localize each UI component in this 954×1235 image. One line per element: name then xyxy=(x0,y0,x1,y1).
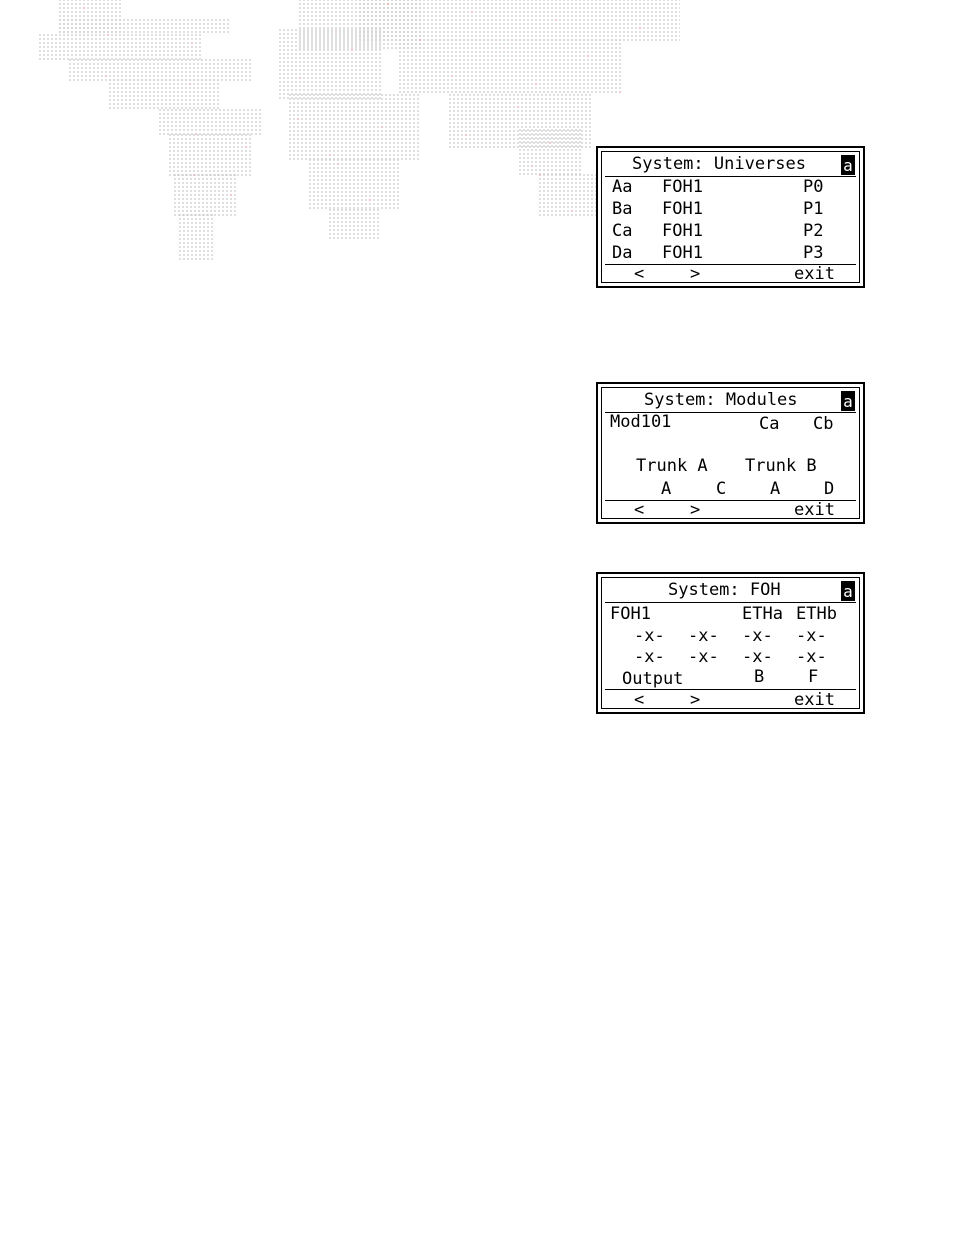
next-button[interactable]: > xyxy=(690,690,701,710)
universe-id: Ba xyxy=(612,199,633,219)
screen-title: System: Universes xyxy=(632,154,806,174)
trunk-a-label: Trunk A xyxy=(636,456,708,476)
universe-id: Aa xyxy=(612,177,633,197)
link-status: -x- xyxy=(796,626,827,646)
foh-screen xyxy=(596,572,865,714)
universe-id: Da xyxy=(612,243,633,263)
card-a-label: Ca xyxy=(759,414,780,434)
universe-id: Ca xyxy=(612,221,633,241)
exit-button[interactable]: exit xyxy=(794,500,835,520)
universe-port: P1 xyxy=(803,199,824,219)
universe-source: FOH1 xyxy=(662,177,703,197)
exit-button[interactable]: exit xyxy=(794,690,835,710)
world-map-dots-icon xyxy=(0,0,680,270)
output-eth-b: F xyxy=(808,667,819,687)
output-eth-a: B xyxy=(754,667,765,687)
universe-source: FOH1 xyxy=(662,221,703,241)
universe-source: FOH1 xyxy=(662,199,703,219)
trunk-port: D xyxy=(824,479,835,499)
link-status: -x- xyxy=(688,626,719,646)
eth-a-label: ETHa xyxy=(742,604,783,624)
mode-badge: a xyxy=(841,155,855,175)
link-status: -x- xyxy=(796,647,827,667)
screen-title: System: FOH xyxy=(668,580,781,600)
card-b-label: Cb xyxy=(813,414,834,434)
modules-screen xyxy=(596,382,865,524)
next-button[interactable]: > xyxy=(690,500,701,520)
trunk-port: A xyxy=(661,479,672,499)
prev-button[interactable]: < xyxy=(634,264,645,284)
link-status: -x- xyxy=(742,626,773,646)
link-status: -x- xyxy=(634,626,665,646)
trunk-port: C xyxy=(716,479,727,499)
title-divider xyxy=(605,602,856,603)
prev-button[interactable]: < xyxy=(634,500,645,520)
universe-port: P2 xyxy=(803,221,824,241)
foh-name: FOH1 xyxy=(610,604,651,624)
link-status: -x- xyxy=(742,647,773,667)
screen-title: System: Modules xyxy=(644,390,798,410)
next-button[interactable]: > xyxy=(690,264,701,284)
universes-screen xyxy=(596,146,865,288)
universe-source: FOH1 xyxy=(662,243,703,263)
eth-b-label: ETHb xyxy=(796,604,837,624)
universe-port: P3 xyxy=(803,243,824,263)
universe-port: P0 xyxy=(803,177,824,197)
trunk-b-label: Trunk B xyxy=(745,456,817,476)
prev-button[interactable]: < xyxy=(634,690,645,710)
mode-badge: a xyxy=(841,391,855,411)
mode-badge: a xyxy=(841,581,855,601)
trunk-port: A xyxy=(770,479,781,499)
exit-button[interactable]: exit xyxy=(794,264,835,284)
link-status: -x- xyxy=(688,647,719,667)
output-label: Output xyxy=(622,669,684,689)
link-status: -x- xyxy=(634,647,665,667)
module-name: Mod101 xyxy=(610,412,672,432)
